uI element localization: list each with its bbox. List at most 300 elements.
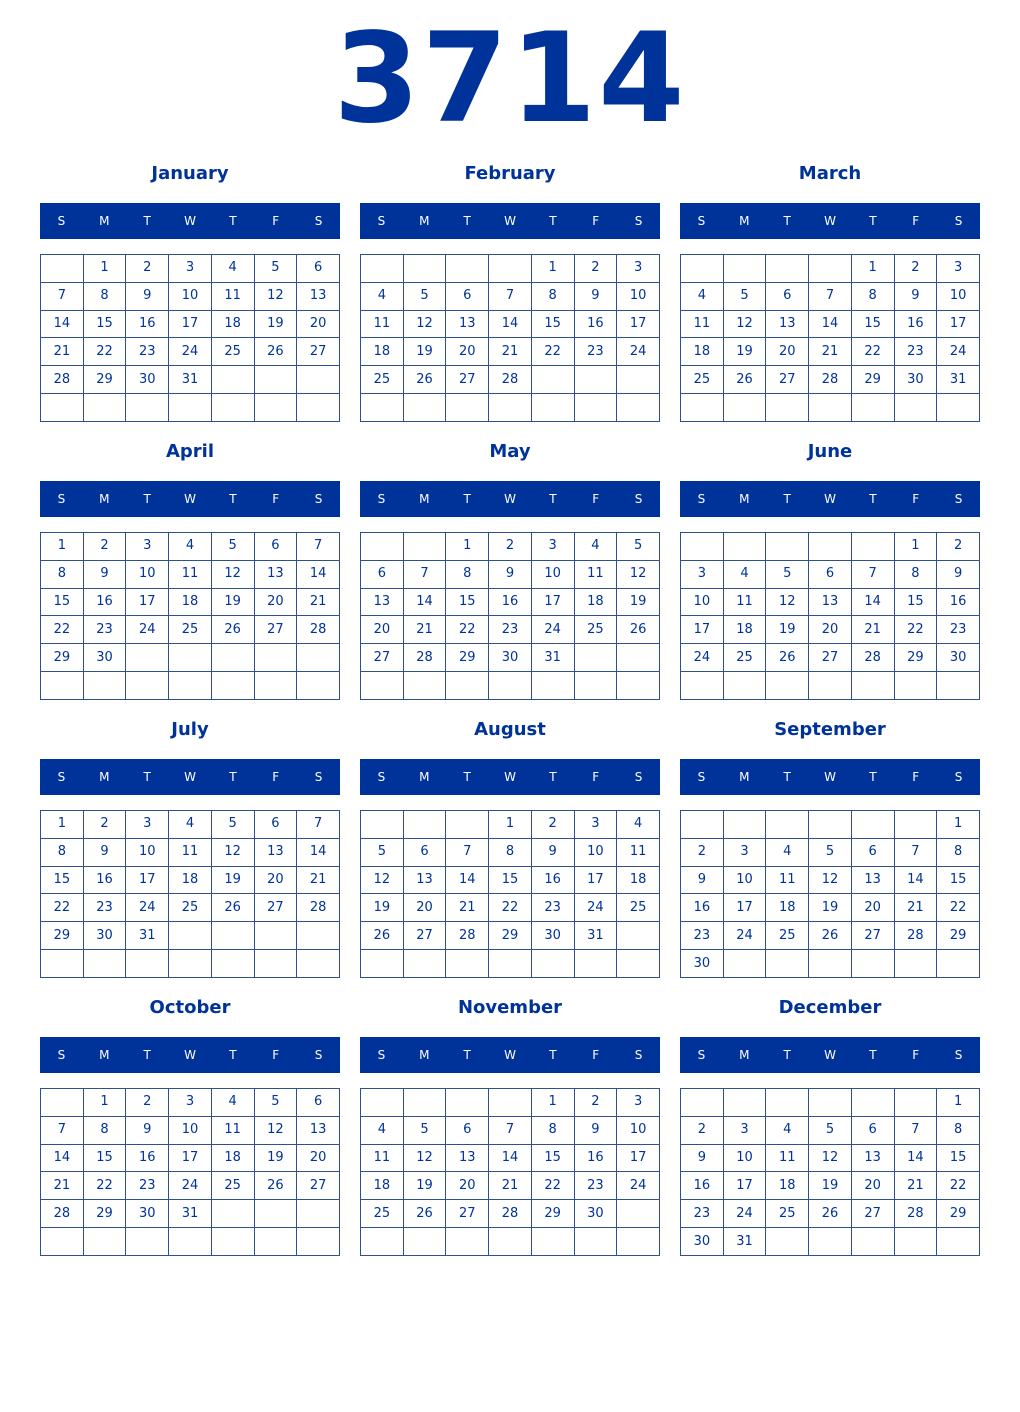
weekday-label: W — [184, 1048, 196, 1062]
month-name: July — [171, 719, 209, 740]
day-cell: 31 — [169, 1200, 212, 1228]
weekday-label: S — [57, 770, 66, 784]
day-cell: 3 — [169, 255, 212, 283]
day-cell: 17 — [937, 310, 980, 338]
weekday-label: W — [824, 492, 836, 506]
weekday-label: F — [912, 770, 920, 784]
day-cell: 17 — [169, 310, 212, 338]
day-grid — [680, 1088, 980, 1256]
day-cell: 18 — [361, 1172, 404, 1200]
day-cell: 19 — [254, 310, 297, 338]
empty-cell — [446, 1089, 489, 1117]
day-cell: 15 — [531, 1144, 574, 1172]
weekday-label: S — [314, 770, 323, 784]
day-cell: 30 — [126, 1200, 169, 1228]
weekday-label: W — [184, 770, 196, 784]
day-cell: 2 — [489, 533, 532, 561]
empty-cell — [489, 1228, 532, 1256]
day-cell: 15 — [41, 588, 84, 616]
empty-cell — [894, 811, 937, 839]
day-cell: 25 — [211, 1172, 254, 1200]
day-cell: 23 — [126, 1172, 169, 1200]
week-row — [681, 1089, 980, 1117]
day-cell: 4 — [766, 1116, 809, 1144]
empty-cell — [446, 672, 489, 700]
day-cell: 16 — [681, 894, 724, 922]
week-row — [361, 533, 660, 561]
day-cell: 24 — [531, 616, 574, 644]
day-cell: 10 — [169, 282, 212, 310]
day-cell: 2 — [681, 1116, 724, 1144]
day-cell: 28 — [446, 922, 489, 950]
week-row — [361, 560, 660, 588]
weekday-label: W — [504, 492, 516, 506]
day-cell: 28 — [403, 644, 446, 672]
day-cell: 10 — [617, 1116, 660, 1144]
day-cell: 11 — [211, 1116, 254, 1144]
week-row — [41, 394, 340, 422]
day-cell: 31 — [169, 366, 212, 394]
day-cell: 13 — [446, 310, 489, 338]
day-cell: 10 — [723, 1144, 766, 1172]
day-cell: 19 — [403, 338, 446, 366]
day-cell: 19 — [809, 1172, 852, 1200]
day-cell: 13 — [851, 866, 894, 894]
weekday-label: M — [99, 214, 110, 228]
day-cell: 15 — [937, 866, 980, 894]
day-cell: 10 — [617, 282, 660, 310]
day-cell: 12 — [211, 560, 254, 588]
day-cell: 16 — [894, 310, 937, 338]
day-cell: 5 — [211, 811, 254, 839]
day-grid — [360, 532, 660, 700]
week-row — [361, 838, 660, 866]
empty-cell — [489, 255, 532, 283]
empty-cell — [41, 394, 84, 422]
day-cell: 13 — [297, 282, 340, 310]
weekday-label: T — [549, 492, 557, 506]
empty-cell — [83, 672, 126, 700]
day-cell: 24 — [723, 1200, 766, 1228]
empty-cell — [809, 811, 852, 839]
day-cell: 7 — [489, 1116, 532, 1144]
day-cell: 18 — [361, 338, 404, 366]
empty-cell — [531, 1228, 574, 1256]
week-row — [41, 533, 340, 561]
day-grid — [40, 532, 340, 700]
empty-cell — [361, 255, 404, 283]
month-name: January — [151, 163, 229, 184]
day-cell: 26 — [361, 922, 404, 950]
day-cell: 13 — [851, 1144, 894, 1172]
day-cell: 9 — [83, 838, 126, 866]
weekday-label: F — [592, 770, 600, 784]
day-cell: 5 — [723, 282, 766, 310]
weekday-label: S — [57, 214, 66, 228]
empty-cell — [361, 1089, 404, 1117]
day-cell: 30 — [574, 1200, 617, 1228]
weekday-header — [40, 759, 340, 795]
empty-cell — [211, 672, 254, 700]
day-cell: 10 — [169, 1116, 212, 1144]
weekday-label: T — [229, 492, 237, 506]
day-cell: 25 — [766, 922, 809, 950]
day-cell: 27 — [403, 922, 446, 950]
day-cell: 25 — [681, 366, 724, 394]
weekday-label: M — [739, 214, 750, 228]
day-cell: 7 — [809, 282, 852, 310]
day-cell: 6 — [766, 282, 809, 310]
day-cell: 30 — [681, 1228, 724, 1256]
empty-cell — [297, 922, 340, 950]
day-cell: 19 — [403, 1172, 446, 1200]
week-row — [361, 922, 660, 950]
day-cell: 12 — [361, 866, 404, 894]
day-cell: 29 — [531, 1200, 574, 1228]
week-row — [681, 1144, 980, 1172]
week-row — [41, 922, 340, 950]
day-cell: 19 — [211, 866, 254, 894]
day-cell: 15 — [531, 310, 574, 338]
day-cell: 15 — [937, 1144, 980, 1172]
day-cell: 11 — [766, 1144, 809, 1172]
day-cell: 4 — [169, 811, 212, 839]
day-cell: 10 — [126, 560, 169, 588]
day-cell: 15 — [83, 1144, 126, 1172]
day-cell: 27 — [254, 616, 297, 644]
day-cell: 21 — [851, 616, 894, 644]
week-row — [681, 644, 980, 672]
empty-cell — [851, 533, 894, 561]
empty-cell — [937, 394, 980, 422]
day-grid — [360, 810, 660, 978]
weekday-label: S — [57, 1048, 66, 1062]
weekday-header — [680, 203, 980, 239]
day-cell: 20 — [851, 894, 894, 922]
day-cell: 22 — [41, 894, 84, 922]
day-cell: 18 — [211, 310, 254, 338]
empty-cell — [894, 394, 937, 422]
day-cell: 16 — [531, 866, 574, 894]
day-cell: 2 — [937, 533, 980, 561]
empty-cell — [574, 950, 617, 978]
day-cell: 20 — [297, 1144, 340, 1172]
day-cell: 16 — [126, 310, 169, 338]
month-name: September — [774, 719, 886, 740]
empty-cell — [126, 950, 169, 978]
day-cell: 20 — [297, 310, 340, 338]
weekday-label: F — [272, 214, 280, 228]
weekday-label: W — [824, 1048, 836, 1062]
day-cell: 27 — [297, 1172, 340, 1200]
day-cell: 14 — [489, 310, 532, 338]
empty-cell — [361, 1228, 404, 1256]
weekday-label: M — [739, 1048, 750, 1062]
day-cell: 21 — [297, 866, 340, 894]
day-cell: 4 — [169, 533, 212, 561]
day-cell: 28 — [489, 1200, 532, 1228]
empty-cell — [403, 1089, 446, 1117]
empty-cell — [126, 644, 169, 672]
day-cell: 16 — [937, 588, 980, 616]
day-cell: 29 — [446, 644, 489, 672]
weekday-label: S — [634, 214, 643, 228]
day-cell: 12 — [809, 866, 852, 894]
empty-cell — [403, 255, 446, 283]
day-cell: 3 — [531, 533, 574, 561]
day-cell: 26 — [211, 616, 254, 644]
day-cell: 13 — [254, 560, 297, 588]
day-cell: 1 — [83, 255, 126, 283]
empty-cell — [403, 672, 446, 700]
empty-cell — [574, 366, 617, 394]
month-name: December — [778, 997, 882, 1018]
week-row — [41, 950, 340, 978]
weekday-label: T — [143, 770, 151, 784]
day-cell: 3 — [126, 811, 169, 839]
empty-cell — [169, 950, 212, 978]
empty-cell — [41, 950, 84, 978]
day-grid — [680, 254, 980, 422]
week-row — [41, 366, 340, 394]
empty-cell — [723, 811, 766, 839]
day-cell: 3 — [937, 255, 980, 283]
empty-cell — [297, 950, 340, 978]
day-cell: 12 — [723, 310, 766, 338]
weekday-label: W — [184, 492, 196, 506]
day-cell: 2 — [126, 255, 169, 283]
day-cell: 6 — [851, 1116, 894, 1144]
day-cell: 18 — [169, 866, 212, 894]
day-cell: 6 — [446, 1116, 489, 1144]
empty-cell — [851, 394, 894, 422]
month-name: October — [149, 997, 231, 1018]
empty-cell — [766, 255, 809, 283]
weekday-label: T — [143, 492, 151, 506]
weekday-label: S — [954, 1048, 963, 1062]
empty-cell — [809, 394, 852, 422]
empty-cell — [531, 672, 574, 700]
empty-cell — [681, 811, 724, 839]
day-cell: 23 — [83, 894, 126, 922]
empty-cell — [403, 394, 446, 422]
day-cell: 19 — [211, 588, 254, 616]
weekday-label: S — [697, 1048, 706, 1062]
week-row — [361, 894, 660, 922]
empty-cell — [617, 644, 660, 672]
weekday-label: S — [314, 1048, 323, 1062]
empty-cell — [681, 672, 724, 700]
empty-cell — [297, 1200, 340, 1228]
day-cell: 27 — [297, 338, 340, 366]
day-cell: 22 — [937, 894, 980, 922]
day-cell: 7 — [851, 560, 894, 588]
day-cell: 8 — [41, 838, 84, 866]
day-cell: 21 — [489, 338, 532, 366]
day-cell: 10 — [723, 866, 766, 894]
empty-cell — [403, 1228, 446, 1256]
day-cell: 10 — [574, 838, 617, 866]
week-row — [681, 1200, 980, 1228]
day-cell: 12 — [617, 560, 660, 588]
day-cell: 11 — [681, 310, 724, 338]
day-cell: 26 — [809, 1200, 852, 1228]
day-cell: 29 — [937, 922, 980, 950]
empty-cell — [211, 1200, 254, 1228]
weekday-label: T — [869, 1048, 877, 1062]
day-cell: 26 — [403, 1200, 446, 1228]
empty-cell — [851, 811, 894, 839]
day-cell: 11 — [169, 838, 212, 866]
week-row — [681, 310, 980, 338]
week-row — [41, 1228, 340, 1256]
day-cell: 26 — [809, 922, 852, 950]
week-row — [361, 282, 660, 310]
empty-cell — [297, 644, 340, 672]
weekday-header — [360, 759, 660, 795]
week-row — [681, 838, 980, 866]
day-cell: 1 — [851, 255, 894, 283]
day-cell: 4 — [574, 533, 617, 561]
empty-cell — [574, 1228, 617, 1256]
day-cell: 22 — [531, 338, 574, 366]
day-cell: 29 — [937, 1200, 980, 1228]
day-cell: 18 — [169, 588, 212, 616]
empty-cell — [169, 922, 212, 950]
day-cell: 20 — [403, 894, 446, 922]
day-cell: 8 — [489, 838, 532, 866]
day-cell: 27 — [361, 644, 404, 672]
empty-cell — [211, 1228, 254, 1256]
weekday-label: S — [377, 492, 386, 506]
weekday-label: T — [143, 1048, 151, 1062]
day-cell: 8 — [531, 1116, 574, 1144]
day-cell: 17 — [169, 1144, 212, 1172]
empty-cell — [809, 1089, 852, 1117]
day-cell: 6 — [851, 838, 894, 866]
day-cell: 6 — [254, 811, 297, 839]
week-row — [361, 1172, 660, 1200]
day-cell: 10 — [126, 838, 169, 866]
weekday-label: M — [419, 214, 430, 228]
empty-cell — [83, 950, 126, 978]
weekday-label: T — [549, 214, 557, 228]
month-name: April — [165, 441, 215, 462]
day-cell: 27 — [851, 1200, 894, 1228]
weekday-header — [360, 1037, 660, 1073]
day-cell: 1 — [531, 255, 574, 283]
day-cell: 9 — [83, 560, 126, 588]
day-cell: 17 — [126, 588, 169, 616]
day-cell: 27 — [851, 922, 894, 950]
day-cell: 2 — [894, 255, 937, 283]
day-cell: 5 — [809, 838, 852, 866]
day-cell: 28 — [894, 922, 937, 950]
day-cell: 28 — [41, 366, 84, 394]
week-row — [41, 616, 340, 644]
week-row — [681, 560, 980, 588]
empty-cell — [531, 366, 574, 394]
day-cell: 26 — [254, 1172, 297, 1200]
day-cell: 4 — [617, 811, 660, 839]
week-row — [41, 560, 340, 588]
empty-cell — [617, 394, 660, 422]
day-cell: 2 — [83, 811, 126, 839]
day-cell: 25 — [574, 616, 617, 644]
day-cell: 23 — [681, 1200, 724, 1228]
weekday-label: M — [739, 770, 750, 784]
empty-cell — [894, 672, 937, 700]
month-name: February — [464, 163, 556, 184]
day-cell: 26 — [617, 616, 660, 644]
weekday-label: S — [314, 214, 323, 228]
day-cell: 5 — [211, 533, 254, 561]
weekday-label: S — [57, 492, 66, 506]
day-cell: 8 — [83, 282, 126, 310]
empty-cell — [446, 1228, 489, 1256]
week-row — [41, 672, 340, 700]
weekday-header — [360, 203, 660, 239]
day-cell: 27 — [446, 1200, 489, 1228]
empty-cell — [489, 1089, 532, 1117]
day-cell: 29 — [83, 1200, 126, 1228]
week-row — [41, 1200, 340, 1228]
empty-cell — [766, 394, 809, 422]
day-cell: 20 — [254, 588, 297, 616]
weekday-label: W — [824, 214, 836, 228]
week-row — [361, 394, 660, 422]
day-cell: 6 — [809, 560, 852, 588]
day-cell: 28 — [489, 366, 532, 394]
week-row — [361, 588, 660, 616]
week-row — [41, 282, 340, 310]
empty-cell — [809, 950, 852, 978]
week-row — [681, 811, 980, 839]
day-cell: 1 — [937, 1089, 980, 1117]
day-grid — [680, 810, 980, 978]
day-cell: 9 — [894, 282, 937, 310]
weekday-label: W — [504, 770, 516, 784]
weekday-label: W — [504, 1048, 516, 1062]
weekday-label: T — [549, 1048, 557, 1062]
empty-cell — [489, 672, 532, 700]
day-cell: 13 — [254, 838, 297, 866]
day-cell: 16 — [574, 310, 617, 338]
day-cell: 15 — [894, 588, 937, 616]
day-cell: 16 — [489, 588, 532, 616]
day-cell: 25 — [766, 1200, 809, 1228]
day-cell: 2 — [531, 811, 574, 839]
empty-cell — [211, 950, 254, 978]
day-cell: 4 — [723, 560, 766, 588]
day-cell: 25 — [361, 1200, 404, 1228]
day-cell: 10 — [531, 560, 574, 588]
day-cell: 4 — [361, 282, 404, 310]
weekday-label: T — [463, 1048, 471, 1062]
day-cell: 4 — [361, 1116, 404, 1144]
empty-cell — [83, 1228, 126, 1256]
day-cell: 24 — [937, 338, 980, 366]
day-cell: 26 — [766, 644, 809, 672]
day-cell: 21 — [489, 1172, 532, 1200]
week-row — [41, 1172, 340, 1200]
empty-cell — [361, 533, 404, 561]
day-cell: 28 — [809, 366, 852, 394]
empty-cell — [489, 950, 532, 978]
day-cell: 17 — [617, 1144, 660, 1172]
day-cell: 11 — [723, 588, 766, 616]
day-cell: 12 — [254, 282, 297, 310]
